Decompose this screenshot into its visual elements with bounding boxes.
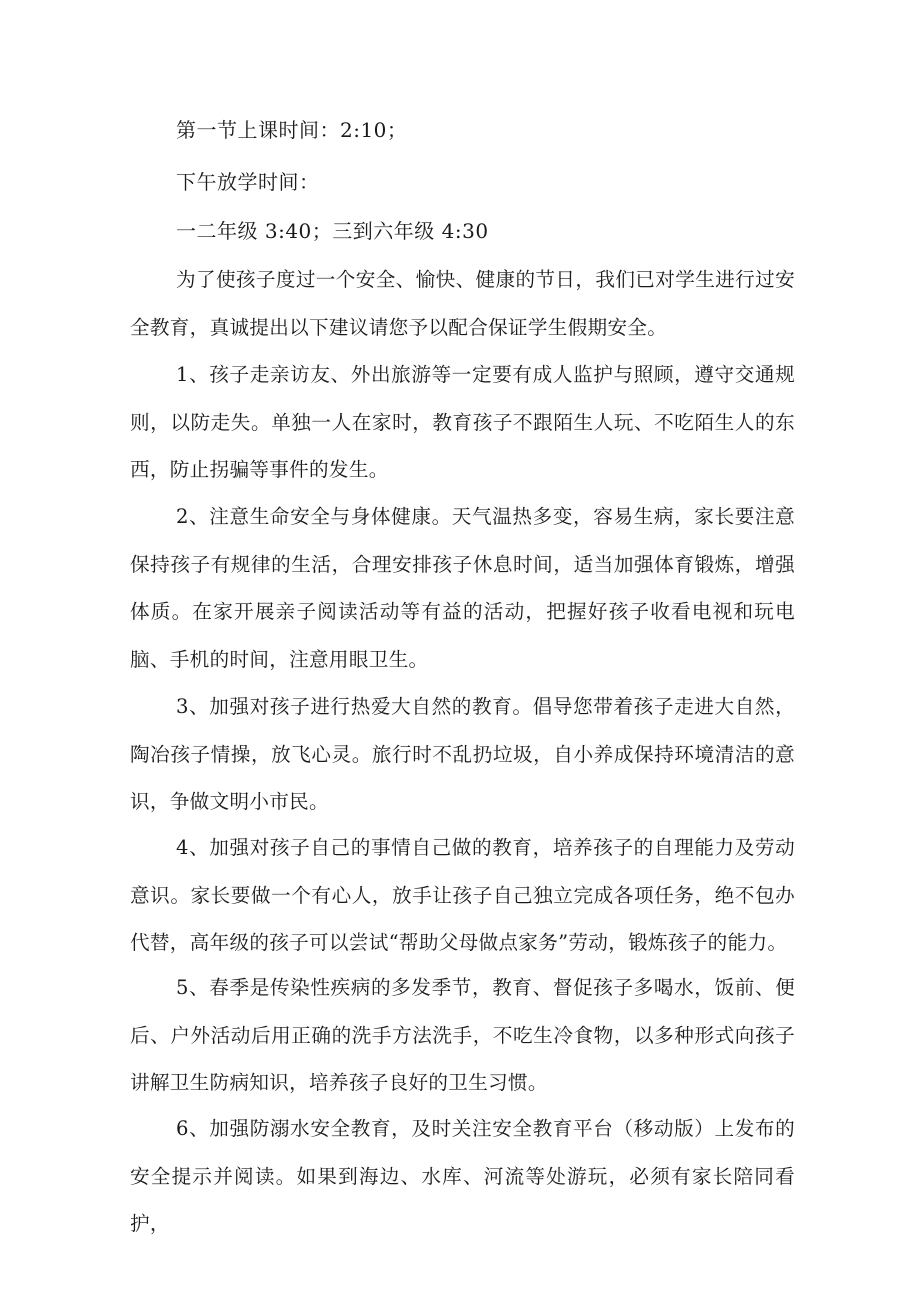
grade-dismissal-times: 一二年级 3:40；三到六年级 4:30 bbox=[176, 219, 489, 243]
intro-paragraph: 为了使孩子度过一个安全、愉快、健康的节日，我们已对学生进行过安全教育，真诚提出以下建议请您予以配合保证学生假期安全。 bbox=[130, 268, 795, 339]
item-1-paragraph: 1、孩子走亲访友、外出旅游等一定要有成人监护与照顾，遵守交通规则，以防走失。单独一人在家时，教育孩子不跟陌生人玩、不吃陌生人的东西，防止拐骗等事件的发生。 bbox=[130, 363, 795, 482]
item-2-paragraph: 2、注意生命安全与身体健康。天气温热多变，容易生病，家长要注意保持孩子有规律的生活，合理安排孩子休息时间，适当加强体育锻炼，增强体质。在家开展亲子阅读活动等有益的活动，把握好孩子收看电视和玩电脑、手机的时间，注意用眼卫生。 bbox=[130, 505, 795, 671]
item-6-paragraph: 6、加强防溺水安全教育，及时关注安全教育平台（移动版）上发布的安全提示并阅读。如果到海边、水库、河流等处游玩，必须有家长陪同看护， bbox=[130, 1117, 795, 1236]
afternoon-dismissal-label: 下午放学时间： bbox=[176, 170, 320, 194]
item-4-paragraph: 4、加强对孩子自己的事情自己做的教育，培养孩子的自理能力及劳动意识。家长要做一个有心人，放手让孩子自己独立完成各项任务，绝不包办代替，高年级的孩子可以尝试“帮助父母做点家务”劳动，锻炼孩子的能力。 bbox=[130, 836, 795, 955]
item-5-paragraph: 5、春季是传染性疾病的多发季节，教育、督促孩子多喝水，饭前、便后、户外活动后用正确的洗手方法洗手，不吃生冷食物，以多种形式向孩子讲解卫生防病知识，培养孩子良好的卫生习惯。 bbox=[130, 976, 795, 1095]
item-3-paragraph: 3、加强对孩子进行热爱大自然的教育。倡导您带着孩子走进大自然，陶冶孩子情操，放飞心灵。旅行时不乱扔垃圾，自小养成保持环境清洁的意识，争做文明小市民。 bbox=[130, 695, 795, 814]
first-class-time: 第一节上课时间：2:10； bbox=[176, 118, 408, 142]
